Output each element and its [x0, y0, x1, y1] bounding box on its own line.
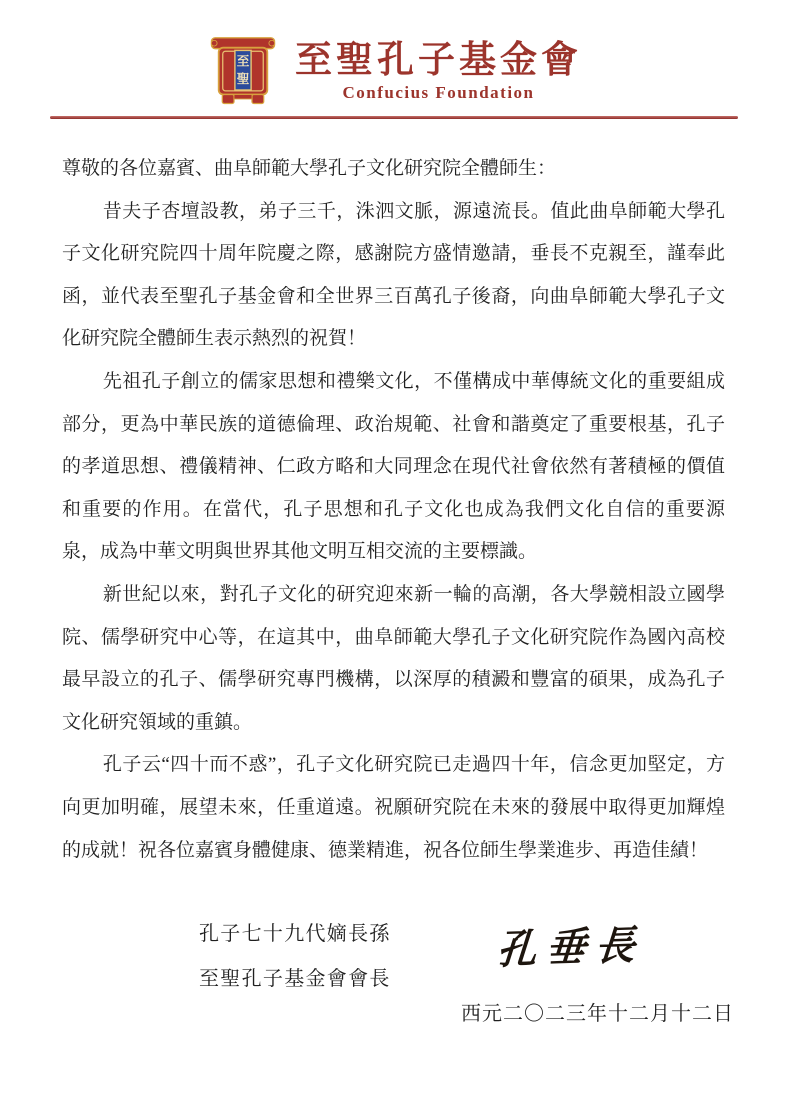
brand-block: [295, 41, 582, 104]
emblem-char-sheng: 聖: [236, 71, 250, 86]
letterhead: [0, 0, 787, 108]
foundation-title-english: Confucius Foundation: [342, 83, 535, 103]
header-divider: [50, 116, 738, 119]
paragraph-3: 新世紀以來，對孔子文化的研究迎來新一輪的高潮，各大學競相設立國學院、儒學研究中心等，在這其中，曲阜師範大學孔子文化研究院作為國內高校最早設立的孔子、儒學研究專門機構，以深厚的積澱和豐富的碩果，成為孔子文化研究領域的重鎮。: [62, 583, 725, 733]
paragraph-4: 孔子云“四十而不惑”，孔子文化研究院已走過四十年，信念更加堅定，方向更加明確，展望未來，任重道遠。祝願研究院在未來的發展中取得更加輝煌的成就！祝各位嘉賓身體健康、德業精進，祝各位師生學業進步、再造佳績！: [62, 754, 725, 861]
letter-date: 西元二〇二三年十二月十二日: [461, 1003, 734, 1025]
paragraph-1: 昔夫子杏壇設教，弟子三千，洙泗文脈，源遠流長。值此曲阜師範大學孔子文化研究院四十周年院慶之際，感謝院方盛情邀請，垂長不克親至，謹奉此函，並代表至聖孔子基金會和全世界三百萬孔子後裔，向曲阜師範大學孔子文化研究院全體師生表示熱烈的祝賀！: [62, 200, 725, 350]
paragraph-2: 先祖孔子創立的儒家思想和禮樂文化，不僅構成中華傳統文化的重要組成部分，更為中華民族的道德倫理、政治規範、社會和諧奠定了重要根基，孔子的孝道思想、禮儀精神、仁政方略和大同理念在現代社會依然有著積極的價值和重要的作用。在當代，孔子思想和孔子文化也成為我們文化自信的重要源泉，成為中華文明與世界其他文明互相交流的主要標識。: [62, 370, 725, 563]
foundation-title-chinese: 至聖孔子基金會: [295, 39, 582, 81]
confucius-foundation-emblem-icon: [205, 36, 281, 108]
emblem-char-zhi: 至: [236, 54, 250, 69]
signer-title-line1: 孔子七十九代嫡長孫: [199, 923, 391, 945]
signer-title-line2: 至聖孔子基金會會長: [199, 968, 391, 990]
letter-body: [62, 148, 725, 872]
salutation: 尊敬的各位嘉賓、曲阜師範大學孔子文化研究院全體師生：: [62, 158, 557, 179]
handwritten-signature: 孔垂長: [495, 922, 646, 973]
signer-titles: [199, 912, 391, 1002]
